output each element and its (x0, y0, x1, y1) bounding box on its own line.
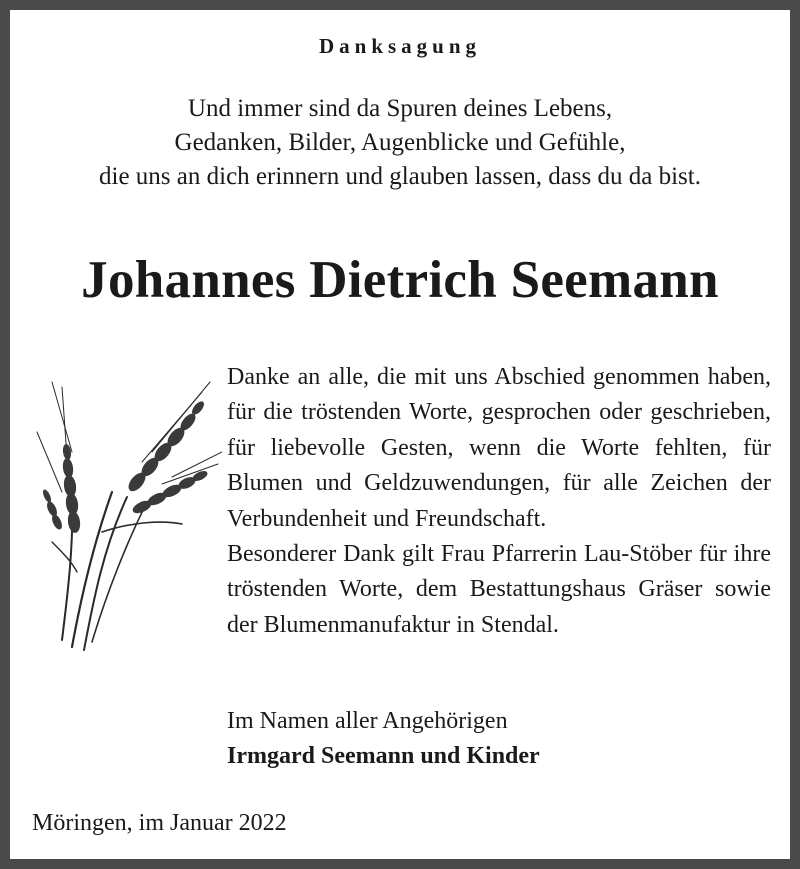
poem (10, 92, 790, 194)
signature (227, 704, 540, 774)
thanks-paragraph: Danke an alle, die mit uns Abschied genommen haben, für die tröstenden Worte, gesprochen oder geschrieben, für liebevolle Gesten, wenn die Worte fehlten, für Blumen und Geldzuwendungen, für alle Zeichen der Verbundenheit und Freundschaft. (227, 364, 771, 532)
poem-line: die uns an dich erinnern und glauben lassen, dass du da bist. (99, 163, 701, 190)
signature-line: Im Namen aller Angehörigen (227, 708, 508, 734)
poem-line: Gedanken, Bilder, Augenblicke und Gefühle, (174, 129, 626, 156)
thanks-text (227, 360, 771, 643)
deceased-name: Johannes Dietrich Seemann (81, 251, 719, 309)
poem-line: Und immer sind da Spuren deines Lebens, (187, 95, 613, 122)
signature-names: Irmgard Seemann und Kinder (227, 743, 540, 769)
thanks-paragraph: Besonderer Dank gilt Frau Pfarrerin Lau-Stöber für ihre tröstenden Worte, dem Bestattungshaus Gräser sowie der Blumenmanufaktur in Stendal. (227, 541, 771, 638)
place-date: Möringen, im Januar 2022 (32, 810, 287, 836)
wheat-icon (32, 372, 222, 652)
notice-heading: Danksagung (318, 34, 482, 58)
